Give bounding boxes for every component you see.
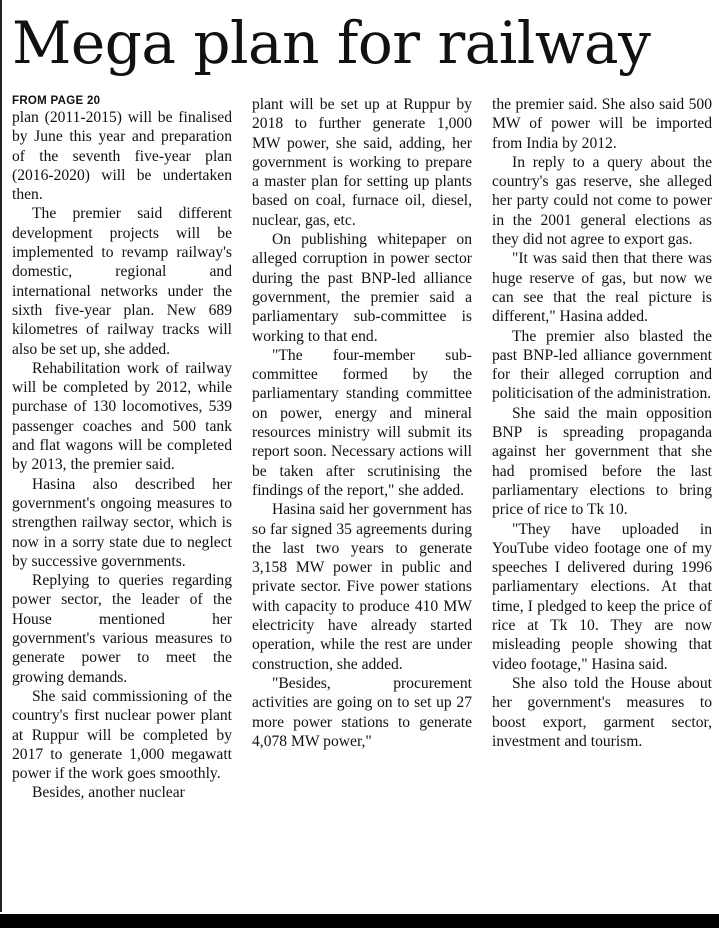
- article-paragraph: She said the main opposition BNP is spreading propaganda against her government that she had promised before the last parliamentary elections to bring price of rice to Tk 10.: [492, 404, 712, 519]
- left-border-rule: [0, 0, 2, 912]
- article-paragraph: "They have uploaded in YouTube video footage one of my speeches I delivered during 1996 parliamentary elections. At that time, I pledged to keep the price of rice at Tk 10. They are now misleading people showing that video footage," Hasina said.: [492, 520, 712, 673]
- article-paragraph: She said commissioning of the country's first nuclear power plant at Ruppur will be completed by 2017 to generate 1,000 megawatt power if the work goes smoothly.: [12, 687, 232, 783]
- page-bottom-bar: [0, 914, 719, 928]
- article-column-2: [252, 95, 472, 751]
- article-paragraph: She also told the House about her government's measures to boost export, garment sector, investment and tourism.: [492, 674, 712, 750]
- article-headline: Mega plan for railway: [12, 9, 651, 77]
- article-paragraph: Hasina also described her government's ongoing measures to strengthen railway sector, which is now in a sorry state due to neglect by successive governments.: [12, 475, 232, 570]
- continuation-kicker: FROM PAGE 20: [12, 95, 101, 107]
- article-column-3: [492, 95, 712, 751]
- article-paragraph: The premier said different development projects will be implemented to revamp railway's domestic, regional and international networks under the sixth five-year plan. New 689 kilometres of railway tracks will also be set up, she added.: [12, 205, 232, 358]
- article-paragraph: Rehabilitation work of railway will be completed by 2012, while purchase of 130 locomotives, 539 passenger coaches and 500 tank and flat wagons will be completed by 2013, the premier said.: [12, 359, 232, 474]
- article-paragraph: "Besides, procurement activities are going on to set up 27 more power stations to generate 4,078 MW power,": [252, 674, 472, 750]
- article-paragraph: In reply to a query about the country's gas reserve, she alleged her party could not come to power in the 2001 general elections as they did not agree to export gas.: [492, 153, 712, 249]
- article-paragraph: "The four-member sub-committee formed by the parliamentary standing committee on power, energy and mineral resources ministry will submit its report soon. Necessary actions will be taken after scrutinising the findings of the report," she added.: [252, 346, 472, 499]
- article-column-1: [12, 95, 232, 803]
- article-paragraph: The premier also blasted the past BNP-led alliance government for their alleged corruption and politicisation of the administration.: [492, 327, 712, 403]
- article-paragraph: plant will be set up at Ruppur by 2018 to further generate 1,000 MW power, she said, adding, her government is working to prepare a master plan for setting up plants based on coal, furnace oil, diesel, nuclear, gas, etc.: [252, 96, 472, 229]
- article-paragraph: On publishing whitepaper on alleged corruption in power sector during the past BNP-led alliance government, the premier said a parliamentary sub-committee is working to that end.: [252, 231, 472, 345]
- article-paragraph: "It was said then that there was huge reserve of gas, but now we can see that the real picture is different," Hasina added.: [492, 250, 712, 326]
- article-paragraph: Hasina said her government has so far signed 35 agreements during the last two years to generate 3,158 MW power in public and private sector. Five power stations with capacity to produce 410 MW electricity have already started operation, while the rest are under construction, she added.: [252, 501, 472, 673]
- article-paragraph: the premier said. She also said 500 MW of power will be imported from India by 2012.: [492, 96, 712, 152]
- article-paragraph: Besides, another nuclear: [32, 784, 185, 802]
- article-paragraph: plan (2011-2015) will be finalised by June this year and preparation of the seventh five-year plan (2016-2020) will be undertaken then.: [12, 109, 232, 204]
- article-paragraph: Replying to queries regarding power sector, the leader of the House mentioned her government's various measures to generate power to meet the growing demands.: [12, 572, 232, 686]
